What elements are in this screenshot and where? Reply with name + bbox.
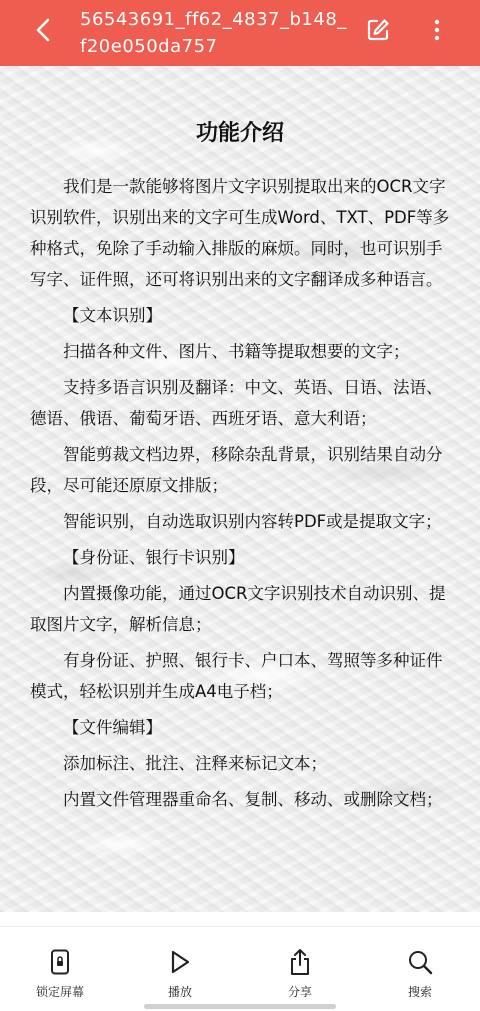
home-indicator[interactable]: [144, 1004, 336, 1009]
back-button[interactable]: [26, 14, 60, 50]
lock-screen-button[interactable]: [20, 947, 100, 1000]
search-button[interactable]: [380, 947, 460, 1000]
edit-icon: [365, 17, 391, 47]
document-body: [30, 171, 458, 815]
section-heading: 【文件编辑】: [63, 718, 162, 737]
chevron-left-icon: [35, 17, 51, 47]
paragraph: 有身份证、护照、银行卡、户口本、驾照等多种证件模式，轻松识别并生成A4电子档；: [30, 651, 443, 701]
paragraph: 我们是一款能够将图片文字识别提取出来的OCR文字识别软件，识别出来的文字可生成Word、TXT、PDF等多种格式，免除了手动输入排版的麻烦。同时，也可识别手写字、证件照，还可将识别出来的文字翻译成多种语言。: [30, 177, 450, 289]
edit-button[interactable]: [362, 16, 394, 48]
bottom-toolbar: [0, 926, 480, 1011]
search-label: 搜索: [407, 985, 432, 999]
section-heading: 【文本识别】: [63, 306, 162, 325]
more-vertical-icon: [434, 19, 440, 45]
play-icon: [166, 947, 194, 977]
section-heading: 【身份证、银行卡识别】: [63, 548, 245, 567]
share-icon: [286, 947, 314, 977]
paragraph: 内置文件管理器重命名、复制、移动、或删除文档；: [63, 790, 443, 809]
paragraph: 支持多语言识别及翻译：中文、英语、日语、法语、德语、俄语、葡萄牙语、西班牙语、意大利语；: [30, 378, 443, 428]
paragraph: 智能剪裁文档边界，移除杂乱背景，识别结果自动分段，尽可能还原原文排版；: [30, 445, 443, 495]
document-filename: 56543691_ff62_4837_b148_f20e050da757: [80, 9, 347, 57]
paragraph: 扫描各种文件、图片、书籍等提取想要的文字；: [63, 342, 410, 361]
search-icon: [406, 947, 434, 977]
document-heading: 功能介绍: [195, 121, 284, 146]
top-app-bar: [0, 0, 480, 66]
lock-screen-label: 锁定屏幕: [35, 985, 84, 999]
more-options-button[interactable]: [426, 16, 448, 48]
share-label: 分享: [287, 985, 312, 999]
share-button[interactable]: [260, 947, 340, 1000]
paragraph: 添加标注、批注、注释来标记文本；: [63, 754, 327, 773]
document-page[interactable]: [0, 66, 480, 912]
phone-lock-icon: [46, 947, 74, 977]
paragraph: 智能识别，自动选取识别内容转PDF或是提取文字；: [63, 512, 442, 531]
paragraph: 内置摄像功能，通过OCR文字识别技术自动识别、提取图片文字，解析信息；: [30, 584, 446, 634]
play-button[interactable]: [140, 947, 220, 1000]
play-label: 播放: [167, 985, 192, 999]
